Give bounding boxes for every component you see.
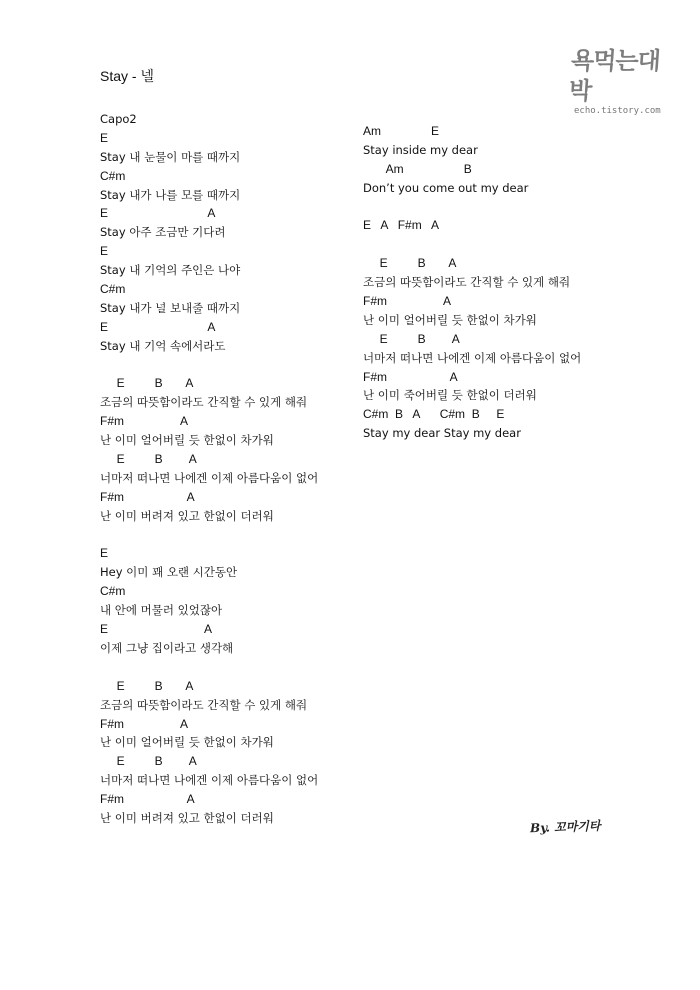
chord-line: C#m B A C#m B E — [363, 407, 505, 422]
chord-line: C#m — [100, 584, 126, 599]
chord-line: F#m A — [363, 294, 452, 309]
lyric-line: 너마저 떠나면 나에겐 이제 아름다움이 없어 — [363, 350, 582, 365]
blank-line — [363, 235, 581, 254]
lyric-line: 이제 그냥 집이라고 생각해 — [100, 640, 234, 655]
lyric-line: Stay 내가 널 보내줄 때까지 — [100, 300, 241, 315]
chord-line: E — [100, 244, 109, 259]
chord-line: E A — [100, 622, 213, 637]
lyric-line: 너마저 떠나면 나에겐 이제 아름다움이 없어 — [100, 773, 319, 788]
lyric-line: 난 이미 버려져 있고 한없이 더러워 — [100, 810, 274, 825]
lyric-line: 내 안에 머물러 있었잖아 — [100, 603, 223, 618]
right-lyrics-column — [363, 122, 581, 443]
chord-line: C#m — [100, 168, 126, 183]
lyric-line: Don’t you come out my dear — [363, 180, 529, 195]
song-title: Stay - 넬 — [100, 68, 154, 84]
lyric-line: Stay 내 기억 속에서라도 — [100, 338, 226, 353]
lyric-line: Stay 내 눈물이 마를 때까지 — [100, 149, 241, 164]
chord-line: E — [100, 130, 109, 145]
blank-line — [100, 658, 318, 677]
left-lyrics-column — [100, 110, 318, 828]
chord-line: F#m A — [100, 716, 189, 731]
chord-line: E B A — [100, 452, 197, 467]
watermark-url: echo.tistory.com — [574, 106, 661, 116]
chord-line: Am B — [363, 161, 472, 176]
lyric-line: Stay 아주 조금만 기다려 — [100, 225, 226, 240]
blank-line — [363, 198, 581, 217]
lyric-line: Stay 내 기억의 주인은 나야 — [100, 263, 241, 278]
chord-line: E B A — [100, 376, 194, 391]
lyric-line: 난 이미 버려져 있고 한없이 더러워 — [100, 508, 274, 523]
chord-line: F#m A — [100, 792, 195, 807]
chord-line: E B A — [363, 331, 460, 346]
blank-line — [100, 356, 318, 375]
lyric-line: 조금의 따뜻함이라도 간직할 수 있게 해줘 — [100, 697, 308, 712]
chord-line: E B A — [100, 678, 194, 693]
lyric-line: Stay inside my dear — [363, 142, 478, 157]
lyric-line: 난 이미 얼어버릴 듯 한없이 차가워 — [100, 433, 274, 448]
chord-line: E A — [100, 206, 216, 221]
watermark-logo — [567, 46, 670, 116]
chord-line: E — [100, 546, 109, 561]
lyric-line: Stay 내가 나를 모를 때까지 — [100, 187, 241, 202]
lyric-line: Stay my dear Stay my dear — [363, 426, 521, 441]
chord-line: E A F#m A — [363, 218, 440, 233]
lyric-line: 너마저 떠나면 나에겐 이제 아름다움이 없어 — [100, 470, 319, 485]
lyric-line: 난 이미 얼어버릴 듯 한없이 차가워 — [100, 735, 274, 750]
chord-line: Am E — [363, 124, 440, 138]
lyric-line: 조금의 따뜻함이라도 간직할 수 있게 해줘 — [363, 275, 571, 290]
blank-line — [100, 526, 318, 545]
lyric-line: 난 이미 죽어버릴 듯 한없이 더러워 — [363, 388, 537, 403]
chord-line: F#m A — [363, 369, 458, 384]
lyric-line: 난 이미 얼어버릴 듯 한없이 차가워 — [363, 312, 537, 327]
lyric-line: Capo2 — [100, 112, 137, 126]
chord-line: F#m A — [100, 489, 195, 504]
chord-line: E B A — [100, 754, 197, 769]
watermark-main-text: 욕먹는대박 — [567, 47, 661, 105]
lyric-line: Hey 이미 꽤 오랜 시간동안 — [100, 565, 238, 580]
lyric-line: 조금의 따뜻함이라도 간직할 수 있게 해줘 — [100, 395, 308, 410]
chord-line: C#m — [100, 282, 126, 297]
author-signature: By. 꼬마기타 — [529, 818, 601, 836]
chord-line: E B A — [363, 256, 457, 271]
chord-line: E A — [100, 319, 216, 334]
chord-line: F#m A — [100, 414, 189, 429]
